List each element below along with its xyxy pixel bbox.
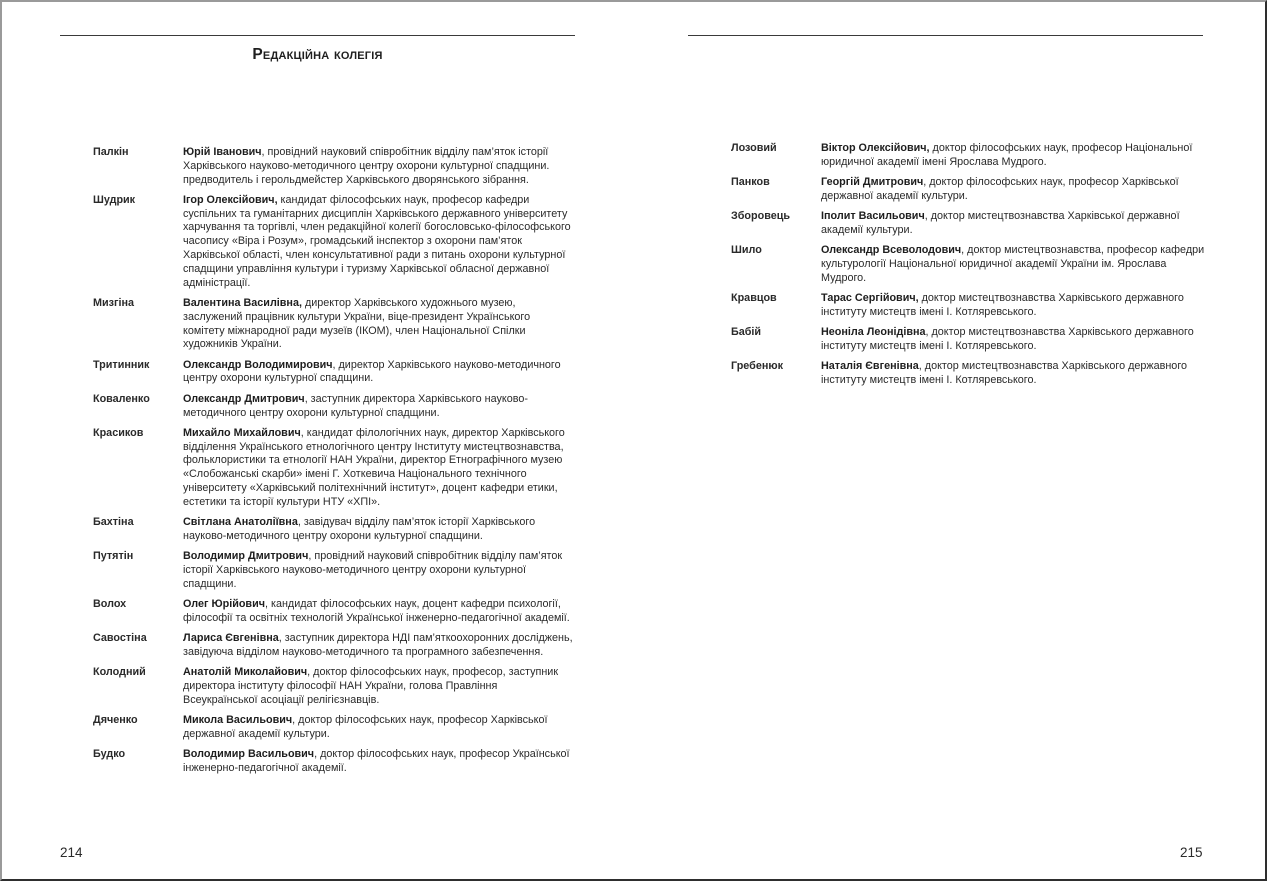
member-bio — [183, 632, 573, 660]
member-description: , директор Харківського науково-методичного центру охорони культурної спадщини. — [183, 358, 561, 385]
member-bio — [183, 393, 573, 421]
page-title: Редакційна колегія — [252, 46, 383, 63]
member-surname: Гребенюк — [731, 360, 783, 373]
member-description: , доктор мистецтвознавства Харківської державної академії культури. — [821, 210, 1180, 236]
board-member-entry — [731, 176, 1206, 204]
member-bio — [183, 598, 573, 626]
member-description: , доктор мистецтвознавства Харківського державного інституту мистецтв імені І. Котляревського. — [821, 360, 1188, 387]
member-given-name: Неоніла Леонідівна — [821, 326, 926, 339]
member-surname: Будко — [93, 748, 126, 761]
board-member-entry — [93, 714, 573, 742]
editorial-board-list — [93, 146, 573, 782]
member-given-name: Валентина Василівна, — [183, 296, 302, 309]
member-description: , провідний науковий співробітник відділу пам’яток історії Харківського науково-методичного центру охорони культурної спадщини. — [183, 550, 563, 590]
member-description: , кандидат філософських наук, доцент кафедри психології, філософії та освітніх технологій Української інженерно-педагогічної академії. — [183, 598, 570, 624]
board-member-entry — [93, 297, 573, 352]
member-surname: Шило — [731, 244, 762, 257]
board-member-entry — [93, 632, 573, 660]
board-member-entry — [93, 194, 573, 291]
member-given-name: Світлана Анатоліївна — [183, 516, 298, 529]
member-bio — [183, 146, 573, 187]
board-member-entry — [93, 666, 573, 707]
board-member-entry — [93, 146, 573, 187]
member-bio — [183, 714, 573, 742]
member-given-name: Ігор Олексійович, — [183, 193, 278, 206]
member-bio — [183, 359, 573, 387]
board-member-entry — [93, 359, 573, 387]
member-description: , доктор філософських наук, професор Української інженерно-педагогічної академії. — [183, 748, 570, 775]
member-bio — [183, 666, 573, 707]
member-surname: Колодний — [93, 666, 146, 679]
board-member-entry — [93, 516, 573, 544]
member-surname: Савостіна — [93, 632, 147, 645]
board-member-entry — [731, 326, 1206, 354]
member-given-name: Наталія Євгенівна — [821, 360, 919, 373]
board-member-entry — [93, 550, 573, 591]
member-description: , доктор мистецтвознавства, професор кафедри культурології Національної юридичної академії України ім. Ярослава Мудрого. — [821, 244, 1205, 284]
member-surname: Бабій — [731, 326, 762, 339]
member-bio — [821, 244, 1206, 285]
member-surname: Палкін — [93, 146, 129, 158]
member-bio — [821, 142, 1206, 170]
member-given-name: Володимир Дмитрович — [183, 550, 309, 563]
editorial-board-list-continued — [731, 142, 1206, 394]
member-description: доктор філософських наук, професор Національної юридичної академії імені Ярослава Мудрого. — [821, 142, 1193, 168]
member-bio — [183, 550, 573, 591]
member-description: , доктор мистецтвознавства Харківського державного інституту мистецтв імені І. Котляревського. — [821, 326, 1194, 353]
board-member-entry — [93, 748, 573, 776]
member-bio — [821, 176, 1206, 204]
member-description: доктор мистецтвознавства Харківського державного інституту мистецтв імені І. Котляревського. — [821, 292, 1184, 318]
member-description: , заступник директора Харківського науково-методичного центру охорони культурної спадщини. — [183, 392, 528, 419]
member-bio — [183, 194, 573, 291]
member-surname: Дяченко — [93, 714, 138, 727]
member-description: кандидат філософських наук, професор кафедри суспільних та гуманітарних дисциплін Харківського державного університету харчування та торгівлі, член редакційної колегії богословсько-філософського часопису «Віра і Розум», громадський інспектор з охорони пам’яток Харківської області, член консультативної ради з питань охорони культурної спадщини управління культури і туризму Харківської обласної державної адміністрації. — [183, 193, 571, 289]
member-bio — [821, 326, 1206, 354]
member-surname: Панков — [731, 176, 770, 189]
member-given-name: Тарас Сергійович, — [821, 292, 919, 305]
member-bio — [183, 427, 573, 510]
member-description: директор Харківського художнього музею, заслужений працівник культури України, віце-президент Українського комітету міжнародної ради музеїв (ІКОМ), член Національної Спілки художників України. — [183, 296, 531, 351]
member-description: , доктор філософських наук, професор, заступник директора інституту філософії НАН України, голова Правління Всеукраїнської асоціації релігієзнавців. — [183, 666, 559, 706]
board-member-entry — [731, 210, 1206, 238]
member-surname: Тритинник — [93, 358, 150, 371]
member-bio — [821, 210, 1206, 238]
member-bio — [821, 360, 1206, 388]
member-surname: Лозовий — [731, 142, 777, 154]
member-given-name: Іполит Васильович — [821, 210, 925, 223]
member-description: , доктор філософських наук, професор Харківської державної академії культури. — [183, 714, 548, 740]
member-surname: Кравцов — [731, 292, 777, 305]
member-given-name: Георгій Дмитрович — [821, 176, 924, 189]
board-member-entry — [731, 244, 1206, 285]
page-number-left: 214 — [60, 845, 83, 860]
member-surname: Шудрик — [93, 193, 136, 206]
board-member-entry — [93, 598, 573, 626]
right-page — [633, 0, 1267, 881]
member-bio — [821, 292, 1206, 320]
member-bio — [183, 748, 573, 776]
member-description: , завідувач відділу пам’яток історії Харківського науково-методичного центру охорони культурної спадщини. — [183, 516, 536, 542]
member-surname: Мизгіна — [93, 296, 135, 309]
member-surname: Красиков — [93, 426, 144, 439]
board-member-entry — [93, 427, 573, 510]
member-surname: Коваленко — [93, 392, 150, 405]
member-given-name: Лариса Євгенівна — [183, 632, 279, 645]
member-surname: Путятін — [93, 550, 134, 563]
member-given-name: Віктор Олексійович, — [821, 142, 930, 154]
member-bio — [183, 516, 573, 544]
board-member-entry — [731, 292, 1206, 320]
member-surname: Бахтіна — [93, 516, 134, 529]
member-given-name: Володимир Васильович — [183, 748, 315, 761]
member-description: , доктор філософських наук, професор Харківської державної академії культури. — [821, 176, 1179, 202]
member-given-name: Юрій Іванович — [183, 146, 262, 158]
board-member-entry — [93, 393, 573, 421]
member-surname: Волох — [93, 598, 127, 611]
board-member-entry — [731, 360, 1206, 388]
header-rule — [60, 35, 575, 36]
member-surname: Зборовець — [731, 210, 790, 223]
member-given-name: Олександр Всеволодович — [821, 244, 962, 257]
board-member-entry — [731, 142, 1206, 170]
left-page — [0, 0, 633, 881]
member-given-name: Олег Юрійович — [183, 598, 265, 611]
member-given-name: Олександр Дмитрович — [183, 392, 305, 405]
member-given-name: Анатолій Миколайович — [183, 666, 308, 679]
member-description: , заступник директора НДІ пам’яткоохоронних досліджень, завідуюча відділом науково-методичного та програмного забезпечення. — [183, 632, 573, 658]
member-given-name: Олександр Володимирович — [183, 358, 333, 371]
page-number-right: 215 — [1180, 845, 1203, 860]
member-description: , провідний науковий співробітник відділу пам’яток історії Харківського науково-методичного центру охорони культурної спадщини. предводитель і герольдмейстер Харківського дворянського зібрання. — [183, 146, 550, 186]
member-given-name: Микола Васильович — [183, 714, 293, 727]
member-bio — [183, 297, 573, 352]
member-given-name: Михайло Михайлович — [183, 426, 301, 439]
member-description: , кандидат філологічних наук, директор Харківського відділення Українського етнологічного центру Інституту мистецтвознавства, фольклористики та етнології НАН України, директор Етнографічного музею «Слобожанські скарби» імені Г. Хоткевича Національного технічного університету «Харківський політехнічний інститут», доцент кафедри етики, естетики та історії культури НТУ «ХПІ». — [183, 426, 565, 508]
header-rule — [688, 35, 1203, 36]
